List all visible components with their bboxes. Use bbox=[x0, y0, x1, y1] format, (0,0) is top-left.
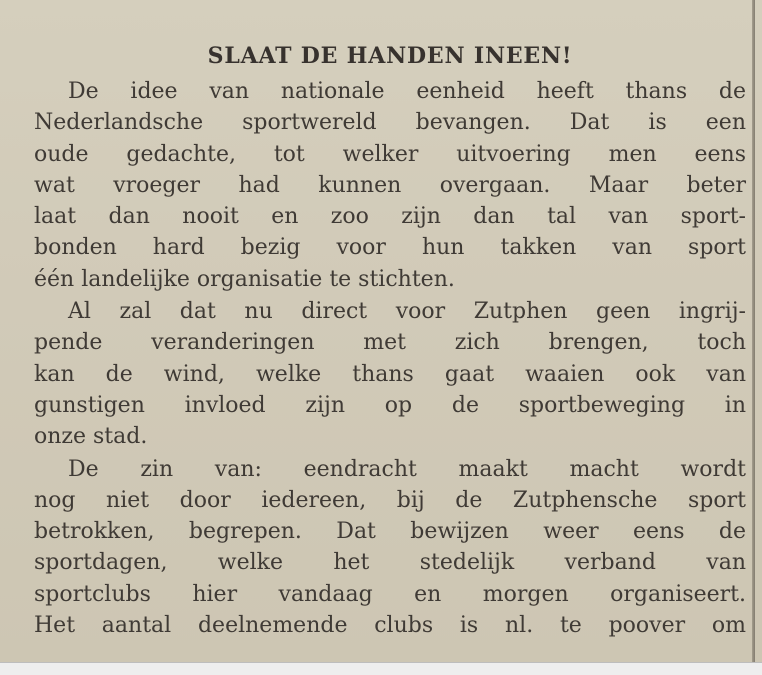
text-line: één landelijke organisatie te stichten. bbox=[34, 266, 455, 292]
text-line: De idee van nationale eenheid heeft thans de bbox=[68, 79, 746, 104]
column-rule bbox=[752, 0, 755, 662]
text-line: kan de wind, welke thans gaat waaien ook van bbox=[34, 361, 746, 387]
text-line: Het aantal deelnemende clubs is nl. te poover om bbox=[34, 613, 746, 639]
text-line: Al zal dat nu direct voor Zutphen geen ingrij- bbox=[68, 299, 746, 325]
text-line: nog niet door iedereen, bij de Zutphensche sport bbox=[34, 487, 746, 513]
article-paragraph bbox=[34, 76, 746, 295]
text-line: onze stad. bbox=[34, 424, 148, 450]
article-paragraph bbox=[34, 296, 746, 452]
text-line: bonden hard bezig voor hun takken van sport bbox=[34, 235, 746, 261]
text-line: gunstigen invloed zijn op de sportbeweging in bbox=[34, 392, 746, 418]
text-line: De zin van: eendracht maakt macht wordt bbox=[68, 456, 746, 482]
text-line: sportdagen, welke het stedelijk verband van bbox=[34, 550, 746, 576]
text-line: Nederlandsche sportwereld bevangen. Dat is een bbox=[34, 110, 746, 136]
text-line: pende veranderingen met zich brengen, toch bbox=[34, 330, 746, 356]
scan-bottom-edge bbox=[0, 662, 762, 675]
text-line: sportclubs hier vandaag en morgen organiseert. bbox=[34, 581, 746, 607]
article-paragraph bbox=[34, 454, 746, 642]
article-headline: SLAAT DE HANDEN INEEN! bbox=[207, 43, 573, 69]
newspaper-article bbox=[34, 36, 746, 641]
text-line: wat vroeger had kunnen overgaan. Maar beter bbox=[34, 172, 746, 198]
text-line: laat dan nooit en zoo zijn dan tal van sport- bbox=[34, 204, 746, 230]
text-line: oude gedachte, tot welker uitvoering men eens bbox=[34, 141, 746, 167]
text-line: betrokken, begrepen. Dat bewijzen weer eens de bbox=[34, 519, 746, 545]
